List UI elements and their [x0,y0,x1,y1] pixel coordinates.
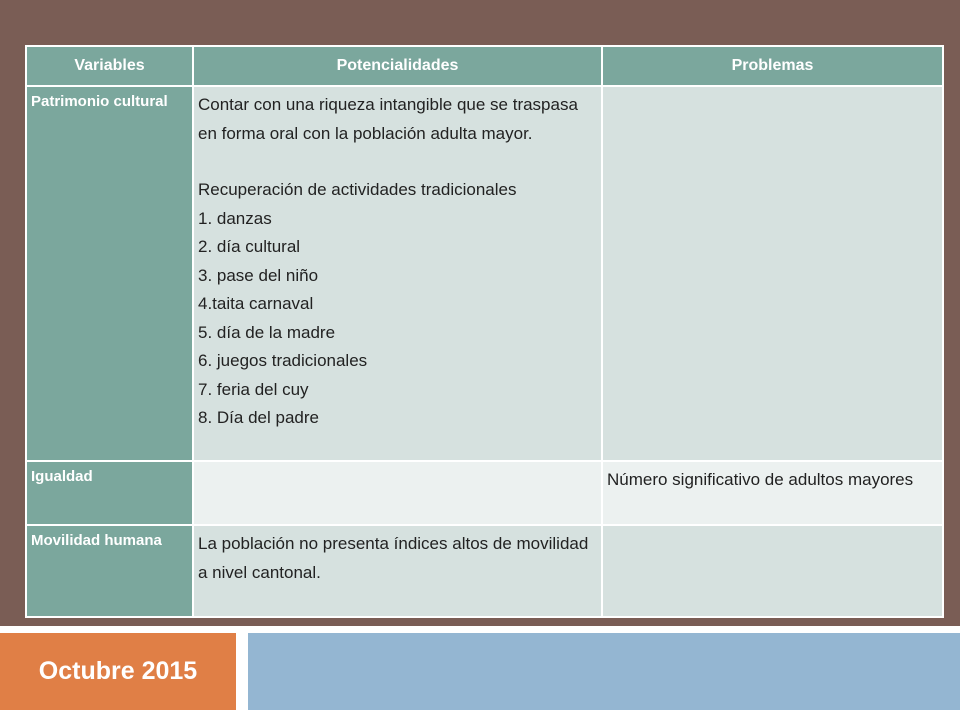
variable-cell: Igualdad [26,461,193,525]
variable-cell: Movilidad humana [26,525,193,617]
potential-subheading: Recuperación de actividades tradicionales [198,180,517,199]
variables-table [25,45,944,618]
footer-accent-bar [248,633,960,710]
problem-cell [602,525,943,617]
table-row [26,525,943,617]
list-item: 4.taita carnaval [198,294,314,313]
variable-cell: Patrimonio cultural [26,86,193,461]
header-variables: Variables [26,46,193,86]
list-item: 6. juegos tradicionales [198,351,368,370]
potential-cell [193,461,602,525]
list-item: 5. día de la madre [198,322,336,342]
activity-list [198,205,597,433]
header-problemas: Problemas [602,46,943,86]
footer-divider [0,628,960,631]
problem-cell: Número significativo de adultos mayores [602,461,943,525]
table-row [26,86,943,461]
footer-date: Octubre 2015 [38,657,198,685]
potential-text: Contar con una riqueza intangible que se traspasa en forma oral con la población adulta mayor. [198,95,578,143]
problem-cell [602,86,943,461]
table-header-row [26,46,943,86]
potential-cell [193,86,602,461]
list-item: 3. pase del niño [198,265,319,285]
list-item: 7. feria del cuy [198,379,309,399]
footer-date-box [0,633,236,710]
list-item: 8. Día del padre [198,408,319,427]
list-item: 1. danzas [198,208,272,228]
list-item: 2. día cultural [198,237,301,256]
table-row [26,461,943,525]
header-potencialidades: Potencialidades [193,46,602,86]
potential-cell: La población no presenta índices altos de movilidad a nivel cantonal. [193,525,602,617]
